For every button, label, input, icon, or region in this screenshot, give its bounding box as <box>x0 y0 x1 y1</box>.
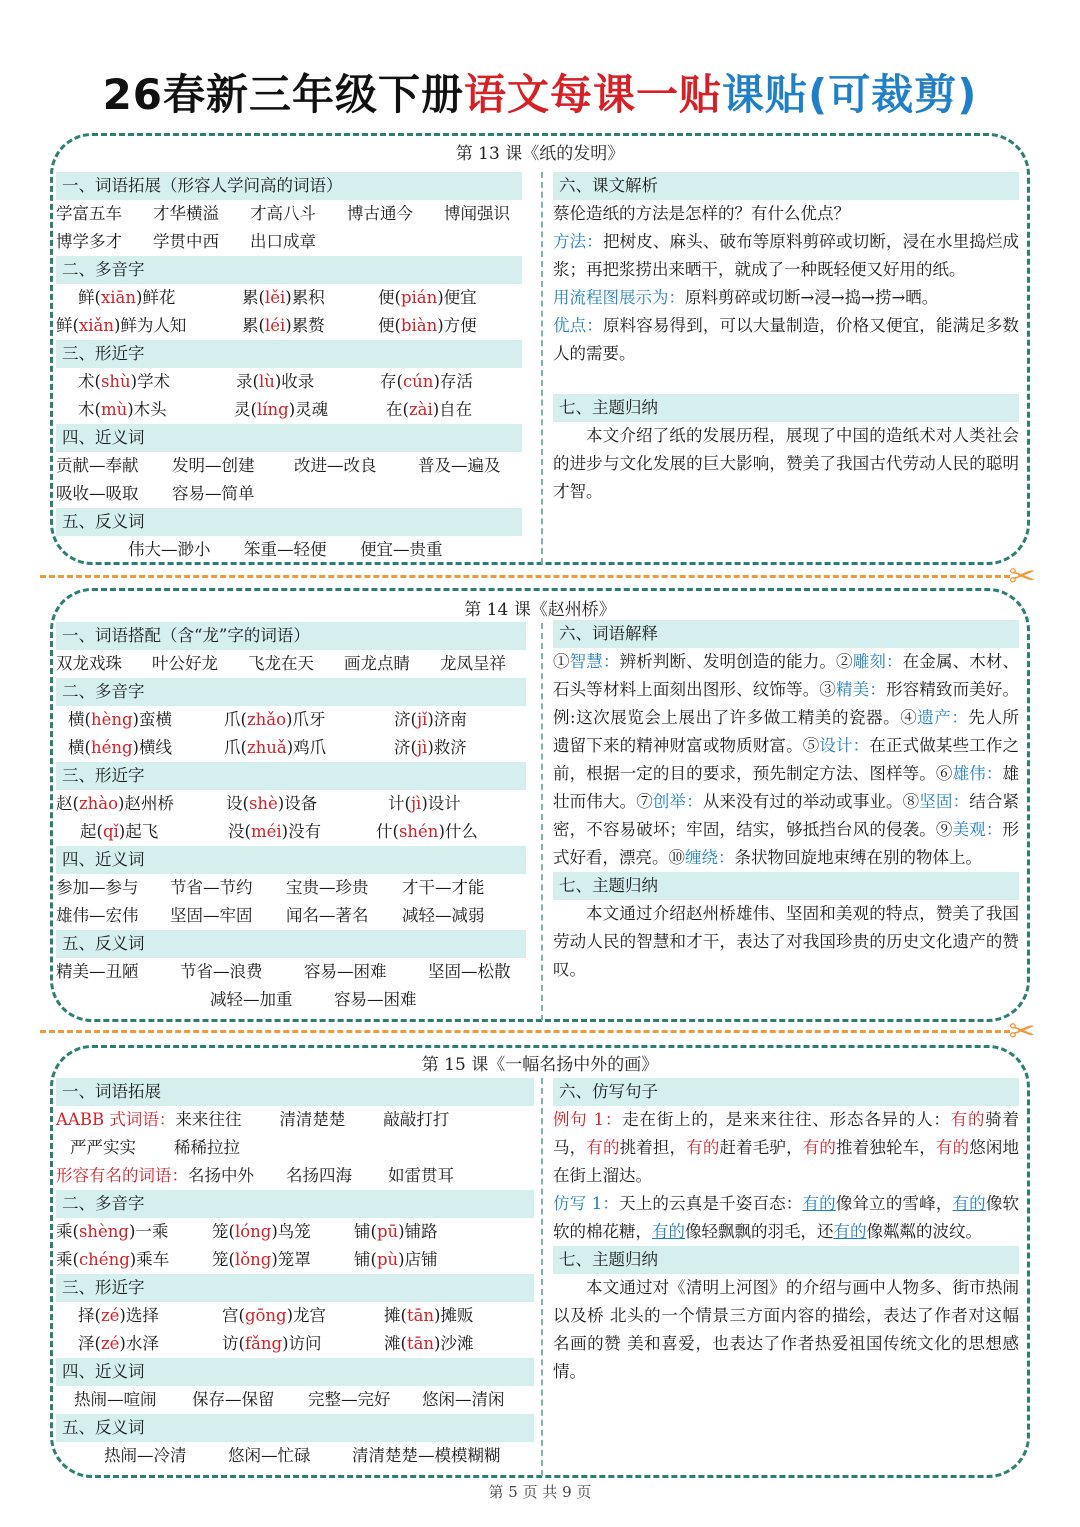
synonym: 才干—才能 <box>402 878 485 897</box>
antonym: 精美—丑陋 <box>56 962 139 981</box>
word: 博闻强识 <box>444 204 510 223</box>
synonym: 坚固—牢固 <box>170 906 253 925</box>
section-header: 一、词语拓展（形容人学问高的词语） <box>56 172 522 200</box>
synonym: 保存—保留 <box>192 1390 275 1409</box>
text: 走在街上的，是来来往往、形态各异的人： <box>622 1110 951 1129</box>
similar-char: 滩(tān)沙滩 <box>384 1334 474 1353</box>
method-label: 方法： <box>553 232 603 251</box>
synonym: 闻名—著名 <box>286 906 369 925</box>
antonym: 减轻—加重 <box>210 990 293 1009</box>
imitation-label: 仿写 1： <box>553 1194 620 1213</box>
definition-number: ⑩ <box>668 848 685 867</box>
polyphone: 笼(lóng)鸟笼 <box>212 1222 311 1241</box>
highlight: 有的 <box>833 1222 867 1241</box>
similar-char: 什(shén)什么 <box>376 822 478 841</box>
highlight: 有的 <box>652 1222 685 1241</box>
section-header: 三、形近字 <box>56 340 522 368</box>
title-part-2: 语文每课一贴 <box>464 70 723 119</box>
highlight: 有的 <box>802 1194 836 1213</box>
word-row <box>56 1162 534 1190</box>
synonym: 雄伟—宏伟 <box>56 906 139 925</box>
advantage-text: 原料容易得到，可以大量制造，价格又便宜，能满足多数人的需要。 <box>553 316 1020 363</box>
polyphone: 鲜(xiǎn)鲜为人知 <box>56 316 187 335</box>
text: 像耸立的雪峰， <box>835 1194 953 1213</box>
polyphone: 济(jǐ)济南 <box>394 710 467 729</box>
similar-char-row <box>56 368 522 396</box>
synonym-row <box>56 902 526 930</box>
synonym-row <box>56 480 522 508</box>
word: 学贯中西 <box>153 232 219 251</box>
similar-char-row <box>56 1302 534 1330</box>
title-part-1: 26春新三年级下册 <box>102 70 465 119</box>
text: 挑着担， <box>619 1138 687 1157</box>
similar-char: 录(lù)收录 <box>236 372 315 391</box>
polyphone: 累(lěi)累积 <box>242 288 325 307</box>
definition-number: ⑥ <box>935 764 953 783</box>
synonym: 改进—改良 <box>294 456 377 475</box>
section-header: 二、多音字 <box>56 1190 534 1218</box>
word-row <box>56 200 522 228</box>
lesson-13-left <box>56 172 522 564</box>
antonym-row <box>56 536 522 564</box>
example-sentence <box>553 1106 1019 1190</box>
section-header: 二、多音字 <box>56 678 526 706</box>
polyphone: 鲜(xiān)鲜花 <box>78 288 176 307</box>
similar-char: 在(zài)自在 <box>386 400 473 419</box>
polyphone: 笼(lǒng)笼罩 <box>212 1250 311 1269</box>
lesson-14-left <box>56 622 526 1014</box>
similar-char: 设(shè)设备 <box>226 794 318 813</box>
polyphone-row <box>56 1218 534 1246</box>
lesson-13-right <box>553 172 1019 506</box>
polyphone-row <box>56 284 522 312</box>
section-header: 三、形近字 <box>56 762 526 790</box>
antonym: 热闹—冷清 <box>104 1446 187 1465</box>
section-header: 六、词语解释 <box>553 620 1019 648</box>
word: 来来往往 <box>175 1110 242 1129</box>
synonym: 宝贵—珍贵 <box>286 878 369 897</box>
antonym-row <box>56 986 526 1014</box>
polyphone: 乘(chéng)乘车 <box>56 1250 170 1269</box>
aabb-label: AABB 式词语： <box>56 1110 176 1129</box>
polyphone: 济(jì)救济 <box>394 738 467 757</box>
antonym: 容易—困难 <box>334 990 417 1009</box>
text: 推着独轮车， <box>836 1138 936 1157</box>
antonym-row <box>56 958 526 986</box>
polyphone-row <box>56 734 526 762</box>
word: 龙凤呈祥 <box>440 654 506 673</box>
section-header: 一、词语搭配（含“龙”字的词语） <box>56 622 526 650</box>
text: 像粼粼的波纹。 <box>866 1222 982 1241</box>
text: 悠闲地在街上溜达。 <box>553 1138 1020 1185</box>
lesson-15-left <box>56 1078 534 1470</box>
similar-char: 灵(líng)灵魂 <box>234 400 329 419</box>
antonym: 悠闲—忙碌 <box>228 1446 311 1465</box>
method-text: 把树皮、麻头、破布等原料剪碎或切断，浸在水里捣烂成浆；再把浆捞出来晒干，就成了一种既轻便又好用的纸。 <box>553 232 1020 279</box>
polyphone: 累(léi)累赘 <box>242 316 325 335</box>
title-part-3: 课贴(可裁剪) <box>722 70 978 119</box>
column-divider <box>541 1078 543 1476</box>
section-header: 四、近义词 <box>56 1358 534 1386</box>
definition-number: ⑧ <box>902 792 920 811</box>
question: 蔡伦造纸的方法是怎样的？有什么优点？ <box>553 204 850 223</box>
section-header: 七、主题归纳 <box>553 394 1019 422</box>
synonym: 吸收—吸取 <box>56 484 139 503</box>
similar-char: 泽(zé)水泽 <box>78 1334 159 1353</box>
similar-char: 访(fǎng)访问 <box>222 1334 322 1353</box>
definition-word: 创举： <box>652 792 703 811</box>
definition-number: ③ <box>819 680 837 699</box>
definition-word: 精美： <box>836 680 886 699</box>
polyphone-row <box>56 1246 534 1274</box>
antonym: 容易—困难 <box>304 962 387 981</box>
word: 出口成章 <box>250 232 316 251</box>
section-header: 五、反义词 <box>56 1414 534 1442</box>
similar-char: 木(mù)木头 <box>78 400 167 419</box>
definition-text: 结合紧密，不容易破坏；牢固，结实，够抵挡台风的侵袭。 <box>553 792 1020 839</box>
definition-text: 在金属、木材、石头等材料上面刻出图形、纹饰等。 <box>553 652 1020 699</box>
word: 名扬中外 <box>188 1166 254 1185</box>
synonym-row <box>56 1386 534 1414</box>
section-header: 五、反义词 <box>56 508 522 536</box>
lesson-14-right <box>553 620 1019 984</box>
word-row <box>56 1134 534 1162</box>
flow-label: 用流程图展示为： <box>553 288 685 307</box>
word: 飞龙在天 <box>248 654 314 673</box>
polyphone: 便(pián)便宜 <box>378 288 477 307</box>
fame-label: 形容有名的词语： <box>56 1166 188 1185</box>
section-header: 六、仿写句子 <box>553 1078 1019 1106</box>
word-row <box>56 650 526 678</box>
definition-text: 雄壮而伟大。 <box>553 764 1020 811</box>
theme-text: 本文介绍了纸的发展历程，展现了中国的造纸术对人类社会的进步与文化发展的巨大影响，赞美了我国古代劳动人民的聪明才智。 <box>553 426 1019 501</box>
word: 名扬四海 <box>286 1166 352 1185</box>
definition-text: 从来没有过的举动或事业。 <box>702 792 903 811</box>
definition-word: 雄伟： <box>952 764 1003 783</box>
synonym: 完整—完好 <box>308 1390 391 1409</box>
polyphone: 爪(zhuǎ)鸡爪 <box>224 738 327 757</box>
antonym: 清清楚楚—模模糊糊 <box>352 1446 501 1465</box>
section-header: 四、近义词 <box>56 424 522 452</box>
similar-char: 计(jì)设计 <box>388 794 461 813</box>
method-paragraph <box>553 228 1019 284</box>
definition-number: ⑤ <box>802 736 820 755</box>
page-footer: 第 5 页 共 9 页 <box>488 1483 592 1501</box>
flow-text: 原料剪碎或切断→浸→捣→捞→晒。 <box>685 288 939 307</box>
section-header: 七、主题归纳 <box>553 872 1019 900</box>
definition-text: 条状物回旋地束缚在别的物体上。 <box>734 848 982 867</box>
definition-word: 遗产： <box>917 708 969 727</box>
highlight: 有的 <box>686 1138 720 1157</box>
synonym-row <box>56 874 526 902</box>
text: 赶着毛驴， <box>719 1138 803 1157</box>
synonym: 容易—简单 <box>172 484 255 503</box>
word-row <box>56 228 522 256</box>
flow-paragraph <box>553 284 1019 312</box>
definition-word: 坚固： <box>919 792 970 811</box>
word-row <box>56 1106 534 1134</box>
text: 像轻飘飘的羽毛，还 <box>685 1222 834 1241</box>
lesson-14-title: 第 14 课《赵州桥》 <box>464 600 616 620</box>
definition-number: ⑦ <box>636 792 653 811</box>
word: 稀稀拉拉 <box>174 1138 240 1157</box>
synonym: 减轻—减弱 <box>402 906 485 925</box>
section-header: 二、多音字 <box>56 256 522 284</box>
word: 学富五车 <box>56 204 122 223</box>
definition-text: 辨析判断、发明创造的能力。 <box>619 652 837 671</box>
definition-number: ④ <box>900 708 918 727</box>
theme-text: 本文通过介绍赵州桥雄伟、坚固和美观的特点，赞美了我国劳动人民的智慧和才干，表达了对我国珍贵的历史文化遗产的赞叹。 <box>553 904 1019 979</box>
similar-char: 术(shù)学术 <box>78 372 171 391</box>
polyphone-row <box>56 706 526 734</box>
similar-char: 存(cún)存活 <box>380 372 473 391</box>
definition-word: 设计： <box>819 736 870 755</box>
scissors-icon: ✂ <box>1008 557 1036 595</box>
advantage-label: 优点： <box>553 316 603 335</box>
highlight: 有的 <box>935 1138 970 1157</box>
definition-word: 缠绕： <box>685 848 735 867</box>
polyphone-row <box>56 312 522 340</box>
word: 博古通今 <box>347 204 413 223</box>
definition-text: 形容精致而美好。例:这次展览会上展出了许多做工精美的瓷器。 <box>553 680 1020 727</box>
definition-text: 在正式做某些工作之前，根据一定的目的要求，预先制定方法、图样等。 <box>553 736 1020 783</box>
word: 双龙戏珠 <box>56 654 122 673</box>
similar-char-row <box>56 818 526 846</box>
synonym-row <box>56 452 522 480</box>
definition-text: 先人所遗留下来的精神财富或物质财富。 <box>553 708 1020 755</box>
scissors-icon: ✂ <box>1008 1012 1036 1050</box>
highlight: 有的 <box>950 1110 986 1129</box>
definition-word: 智慧： <box>569 652 620 671</box>
similar-char: 宫(gōng)龙宫 <box>222 1306 327 1325</box>
word: 才高八斗 <box>250 204 316 223</box>
polyphone: 乘(shèng)一乘 <box>56 1222 169 1241</box>
antonym: 便宜—贵重 <box>360 540 443 559</box>
polyphone: 横(héng)横线 <box>68 738 172 757</box>
lesson-15-title: 第 15 课《一幅名扬中外的画》 <box>421 1055 659 1075</box>
word: 严严实实 <box>70 1138 136 1157</box>
polyphone: 便(biàn)方便 <box>378 316 477 335</box>
theme-text: 本文通过对《清明上河图》的介绍与画中人物多、街市热闹以及桥 北头的一个情景三方面内容的描绘，表达了作者对这幅名画的赞 美和喜爱，也表达了作者热爱祖国传统文化的思想感情。 <box>553 1278 1019 1381</box>
definition-number: ⑨ <box>935 820 953 839</box>
similar-char-row <box>56 1330 534 1358</box>
similar-char: 起(qǐ)起飞 <box>80 822 159 841</box>
lesson-15-right <box>553 1078 1019 1386</box>
column-divider <box>541 623 543 1021</box>
similar-char: 没(méi)没有 <box>228 822 322 841</box>
text: 像软软的棉花糖， <box>553 1194 1020 1241</box>
synonym: 悠闲—清闲 <box>422 1390 505 1409</box>
similar-char: 赵(zhào)赵州桥 <box>56 794 174 813</box>
similar-char: 择(zé)选择 <box>78 1306 159 1325</box>
word: 博学多才 <box>56 232 122 251</box>
word: 叶公好龙 <box>152 654 218 673</box>
definition-text: 形式好看，漂亮。 <box>553 820 1020 867</box>
example-label: 例句 1： <box>553 1110 623 1129</box>
definition-number: ② <box>836 652 853 671</box>
word: 才华横溢 <box>153 204 219 223</box>
polyphone: 铺(pū)铺路 <box>354 1222 438 1241</box>
word: 如雷贯耳 <box>388 1166 454 1185</box>
synonym: 贡献—奉献 <box>56 456 139 475</box>
polyphone: 爪(zhǎo)爪牙 <box>224 710 326 729</box>
page-title <box>0 62 1080 134</box>
section-header: 七、主题归纳 <box>553 1246 1019 1274</box>
cut-line <box>40 575 1010 578</box>
column-divider <box>541 172 543 564</box>
similar-char-row <box>56 790 526 818</box>
synonym: 发明—创建 <box>172 456 255 475</box>
section-header: 一、词语拓展 <box>56 1078 534 1106</box>
highlight: 有的 <box>802 1138 837 1157</box>
definitions <box>553 648 1019 872</box>
definition-word: 美观： <box>952 820 1003 839</box>
lesson-13-title: 第 13 课《纸的发明》 <box>455 144 625 164</box>
antonym: 节省—浪费 <box>180 962 263 981</box>
section-header: 五、反义词 <box>56 930 526 958</box>
synonym: 热闹—喧闹 <box>74 1390 157 1409</box>
antonym: 笨重—轻便 <box>244 540 327 559</box>
section-header: 四、近义词 <box>56 846 526 874</box>
word: 清清楚楚 <box>279 1110 346 1129</box>
definition-word: 雕刻： <box>852 652 903 671</box>
text: 天上的云真是千姿百态： <box>619 1194 803 1213</box>
antonym: 伟大—渺小 <box>128 540 211 559</box>
synonym: 普及—遍及 <box>418 456 501 475</box>
text: 骑着马， <box>553 1110 1020 1157</box>
section-header: 六、课文解析 <box>553 172 1019 200</box>
synonym: 参加—参与 <box>56 878 139 897</box>
cut-line <box>40 1030 1010 1033</box>
word: 画龙点睛 <box>344 654 410 673</box>
imitation-sentence <box>553 1190 1019 1246</box>
polyphone: 横(hèng)蛮横 <box>68 710 172 729</box>
advantage-paragraph <box>553 312 1019 368</box>
highlight: 有的 <box>952 1194 986 1213</box>
polyphone: 铺(pù)店铺 <box>354 1250 438 1269</box>
section-header: 三、形近字 <box>56 1274 534 1302</box>
antonym: 坚固—松散 <box>428 962 511 981</box>
similar-char: 摊(tān)摊贩 <box>384 1306 474 1325</box>
definition-number: ① <box>553 652 570 671</box>
highlight: 有的 <box>586 1138 620 1157</box>
antonym-row <box>56 1442 534 1470</box>
similar-char-row <box>56 396 522 424</box>
synonym: 节省—节约 <box>170 878 253 897</box>
word: 敲敲打打 <box>383 1110 450 1129</box>
